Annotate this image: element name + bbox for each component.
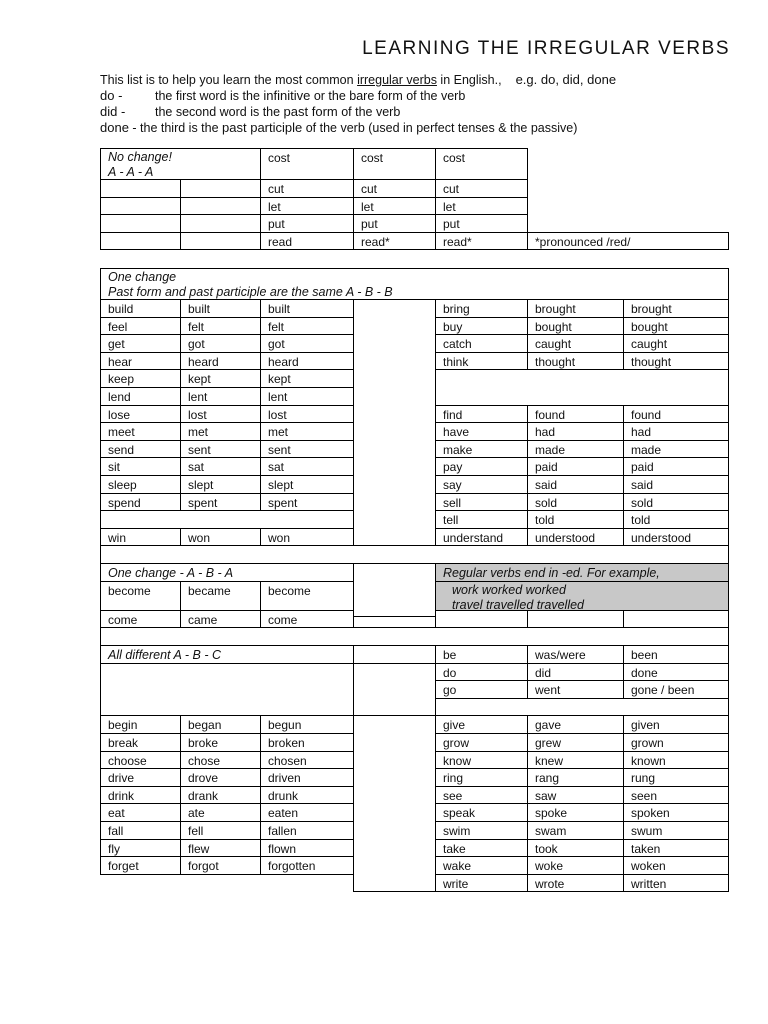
intro-text-a: This list is to help you learn the most common bbox=[100, 73, 358, 87]
past-form-cell: flew bbox=[180, 839, 261, 858]
past-participle-cell: felt bbox=[260, 317, 354, 336]
base-form-cell: feel bbox=[100, 317, 181, 336]
past-form-cell: had bbox=[527, 422, 624, 441]
past-participle-cell: said bbox=[623, 475, 729, 494]
past-form-cell: lent bbox=[180, 387, 261, 406]
base-form-cell: lend bbox=[100, 387, 181, 406]
past-participle-cell: won bbox=[260, 528, 354, 547]
intro-text-b: in English., bbox=[436, 73, 502, 87]
past-form-cell: lost bbox=[180, 405, 261, 424]
base-form-cell: give bbox=[435, 715, 528, 734]
past-participle-cell: understood bbox=[623, 528, 729, 547]
base-form-cell: understand bbox=[435, 528, 528, 547]
base-form-cell: speak bbox=[435, 803, 528, 822]
past-form-cell: broke bbox=[180, 733, 261, 752]
past-participle-cell: given bbox=[623, 715, 729, 734]
past-participle-cell: met bbox=[260, 422, 354, 441]
base-form-cell: write bbox=[435, 874, 528, 893]
base-form-cell: think bbox=[435, 352, 528, 371]
past-form-cell: found bbox=[527, 405, 624, 424]
past-participle-cell: rung bbox=[623, 768, 729, 787]
base-form-cell: catch bbox=[435, 334, 528, 353]
past-participle-cell: caught bbox=[623, 334, 729, 353]
base-form-cell: fly bbox=[100, 839, 181, 858]
past-form-cell: was/were bbox=[527, 645, 624, 664]
example-text: e.g. do, did, done bbox=[515, 72, 617, 87]
base-form-cell: forget bbox=[100, 856, 181, 875]
past-participle-cell: seen bbox=[623, 786, 729, 805]
regular-example-travel: travel travelled travelled bbox=[452, 597, 585, 611]
base-form-cell: meet bbox=[100, 422, 181, 441]
past-form-cell: sent bbox=[180, 440, 261, 459]
past-participle-cell: flown bbox=[260, 839, 354, 858]
base-form-cell: buy bbox=[435, 317, 528, 336]
past-participle-cell: drunk bbox=[260, 786, 354, 805]
base-form-cell: keep bbox=[100, 369, 181, 388]
past-participle-cell: paid bbox=[623, 457, 729, 476]
base-form-cell: drive bbox=[100, 768, 181, 787]
base-form-cell: tell bbox=[435, 510, 528, 529]
past-participle-cell: woken bbox=[623, 856, 729, 875]
base-form-cell: pay bbox=[435, 457, 528, 476]
empty-cell bbox=[100, 214, 181, 233]
past-form-cell: understood bbox=[527, 528, 624, 547]
base-form-cell: grow bbox=[435, 733, 528, 752]
past-form-cell: grew bbox=[527, 733, 624, 752]
regular-verbs-examples bbox=[435, 581, 729, 611]
past-form-cell: drank bbox=[180, 786, 261, 805]
past-participle-cell: bought bbox=[623, 317, 729, 336]
base-form-cell: win bbox=[100, 528, 181, 547]
past-participle-cell: gone / been bbox=[623, 680, 729, 699]
past-form-cell: chose bbox=[180, 751, 261, 770]
past-form-cell: told bbox=[527, 510, 624, 529]
do-text-b: or the bare form of the verb bbox=[310, 89, 466, 103]
empty-cell bbox=[623, 610, 729, 629]
past-participle-cell: thought bbox=[623, 352, 729, 371]
past-form-cell: swam bbox=[527, 821, 624, 840]
past-participle-cell: had bbox=[623, 422, 729, 441]
past-participle-cell: broken bbox=[260, 733, 354, 752]
past-participle-cell: taken bbox=[623, 839, 729, 858]
no-change-title: No change! bbox=[108, 150, 172, 164]
empty-cell bbox=[435, 610, 528, 629]
past-form-cell: paid bbox=[527, 457, 624, 476]
past-participle-cell: slept bbox=[260, 475, 354, 494]
base-form-cell: swim bbox=[435, 821, 528, 840]
did-text-b: of the verb bbox=[337, 105, 401, 119]
past-form-cell: went bbox=[527, 680, 624, 699]
past-form-cell: sold bbox=[527, 493, 624, 512]
base-form-cell: say bbox=[435, 475, 528, 494]
past-form-cell: ate bbox=[180, 803, 261, 822]
base-form-cell: break bbox=[100, 733, 181, 752]
past-form-cell: woke bbox=[527, 856, 624, 875]
past-form-cell: brought bbox=[527, 299, 624, 318]
past-participle-cell: sent bbox=[260, 440, 354, 459]
past-form-cell: did bbox=[527, 663, 624, 682]
base-form-cell: eat bbox=[100, 803, 181, 822]
pronunciation-note: *pronounced /red/ bbox=[527, 232, 729, 251]
past-form-cell: rang bbox=[527, 768, 624, 787]
base-form-cell: begin bbox=[100, 715, 181, 734]
past-form-cell: built bbox=[180, 299, 261, 318]
section-gap bbox=[100, 545, 729, 564]
base-form-cell: build bbox=[100, 299, 181, 318]
past-form-cell: felt bbox=[180, 317, 261, 336]
base-form-cell: sleep bbox=[100, 475, 181, 494]
past-participle-cell: cost bbox=[435, 148, 528, 180]
section-gap bbox=[100, 627, 729, 646]
past-form-cell: caught bbox=[527, 334, 624, 353]
empty-cell bbox=[527, 610, 624, 629]
past-form-cell: cost bbox=[353, 148, 436, 180]
spacer-column bbox=[353, 299, 436, 546]
past-form-cell: won bbox=[180, 528, 261, 547]
aba-heading: One change - A - B - A bbox=[100, 563, 354, 582]
past-participle-cell: come bbox=[260, 610, 354, 629]
empty-cell bbox=[100, 179, 181, 198]
base-form-cell: know bbox=[435, 751, 528, 770]
base-form-cell: sell bbox=[435, 493, 528, 512]
empty-row bbox=[435, 698, 729, 717]
base-form-cell: hear bbox=[100, 352, 181, 371]
past-form-cell: began bbox=[180, 715, 261, 734]
abb-pattern: Past form and past participle are the same A - B - B bbox=[108, 285, 393, 299]
abc-heading: All different A - B - C bbox=[100, 645, 354, 664]
past-participle-cell: let bbox=[435, 197, 528, 216]
past-form-cell: cut bbox=[353, 179, 436, 198]
past-form-cell: let bbox=[353, 197, 436, 216]
past-participle-cell: begun bbox=[260, 715, 354, 734]
past-participle-cell: known bbox=[623, 751, 729, 770]
base-form-cell: find bbox=[435, 405, 528, 424]
past-participle-cell: fallen bbox=[260, 821, 354, 840]
past-participle-cell: chosen bbox=[260, 751, 354, 770]
base-form-cell: read bbox=[260, 232, 354, 251]
past-form-cell: became bbox=[180, 581, 261, 611]
past-form-cell: slept bbox=[180, 475, 261, 494]
base-form-cell: have bbox=[435, 422, 528, 441]
past-form-cell: spoke bbox=[527, 803, 624, 822]
past-participle-cell: cut bbox=[435, 179, 528, 198]
past-participle-cell: swum bbox=[623, 821, 729, 840]
base-form-cell: make bbox=[435, 440, 528, 459]
past-form-cell: drove bbox=[180, 768, 261, 787]
empty-block bbox=[100, 663, 354, 717]
empty-row bbox=[100, 510, 354, 529]
base-form-cell: spend bbox=[100, 493, 181, 512]
one-change-heading bbox=[100, 268, 729, 300]
past-form-cell: read* bbox=[353, 232, 436, 251]
past-form-cell: knew bbox=[527, 751, 624, 770]
past-form-cell: made bbox=[527, 440, 624, 459]
past-participle-cell: become bbox=[260, 581, 354, 611]
past-form-cell: met bbox=[180, 422, 261, 441]
did-label: did - bbox=[100, 104, 126, 119]
do-text-a: the first word is the bbox=[155, 89, 264, 103]
past-participle-cell: sold bbox=[623, 493, 729, 512]
past-participle-cell: heard bbox=[260, 352, 354, 371]
past-participle-cell: driven bbox=[260, 768, 354, 787]
past-form-term: past form bbox=[283, 104, 338, 119]
past-form-cell: wrote bbox=[527, 874, 624, 893]
base-form-cell: come bbox=[100, 610, 181, 629]
empty-block bbox=[435, 369, 729, 405]
base-form-cell: drink bbox=[100, 786, 181, 805]
empty-cell bbox=[100, 197, 181, 216]
no-change-heading bbox=[100, 148, 261, 180]
past-participle-cell: written bbox=[623, 874, 729, 893]
empty-cell bbox=[180, 179, 261, 198]
past-form-cell: bought bbox=[527, 317, 624, 336]
past-participle-cell: got bbox=[260, 334, 354, 353]
base-form-cell: bring bbox=[435, 299, 528, 318]
past-participle-cell: been bbox=[623, 645, 729, 664]
infinitive-term: infinitive bbox=[263, 88, 311, 103]
empty-cell bbox=[180, 197, 261, 216]
past-form-cell: said bbox=[527, 475, 624, 494]
past-participle-cell: spent bbox=[260, 493, 354, 512]
past-participle-cell: grown bbox=[623, 733, 729, 752]
base-form-cell: fall bbox=[100, 821, 181, 840]
base-form-cell: go bbox=[435, 680, 528, 699]
empty-cell bbox=[180, 214, 261, 233]
spacer-column bbox=[353, 663, 436, 717]
base-form-cell: take bbox=[435, 839, 528, 858]
spacer-column bbox=[353, 563, 436, 617]
done-text-b: of the verb (used in perfect tenses & the passive) bbox=[302, 121, 578, 135]
spacer-column bbox=[353, 715, 436, 892]
past-form-cell: came bbox=[180, 610, 261, 629]
irregular-verbs-link: irregular verbs bbox=[357, 73, 437, 87]
one-change-title: One change bbox=[108, 270, 177, 284]
past-form-cell: gave bbox=[527, 715, 624, 734]
past-form-cell: forgot bbox=[180, 856, 261, 875]
past-participle-cell: forgotten bbox=[260, 856, 354, 875]
past-participle-cell: found bbox=[623, 405, 729, 424]
base-form-cell: let bbox=[260, 197, 354, 216]
base-form-cell: wake bbox=[435, 856, 528, 875]
past-form-cell: sat bbox=[180, 457, 261, 476]
past-form-cell: fell bbox=[180, 821, 261, 840]
base-form-cell: cost bbox=[260, 148, 354, 180]
past-participle-term: past participle bbox=[222, 120, 303, 135]
past-form-cell: kept bbox=[180, 369, 261, 388]
past-participle-cell: lost bbox=[260, 405, 354, 424]
past-participle-cell: kept bbox=[260, 369, 354, 388]
base-form-cell: become bbox=[100, 581, 181, 611]
past-participle-cell: brought bbox=[623, 299, 729, 318]
empty-cell bbox=[180, 232, 261, 251]
base-form-cell: send bbox=[100, 440, 181, 459]
past-form-cell: saw bbox=[527, 786, 624, 805]
done-text-a: - the third is the bbox=[128, 121, 223, 135]
past-participle-cell: done bbox=[623, 663, 729, 682]
past-form-cell: put bbox=[353, 214, 436, 233]
past-form-cell: heard bbox=[180, 352, 261, 371]
done-label: done bbox=[100, 120, 129, 135]
past-participle-cell: spoken bbox=[623, 803, 729, 822]
base-form-cell: see bbox=[435, 786, 528, 805]
base-form-cell: put bbox=[260, 214, 354, 233]
base-form-cell: ring bbox=[435, 768, 528, 787]
past-participle-cell: read* bbox=[435, 232, 528, 251]
base-form-cell: sit bbox=[100, 457, 181, 476]
past-form-cell: spent bbox=[180, 493, 261, 512]
past-participle-cell: put bbox=[435, 214, 528, 233]
do-label: do - bbox=[100, 88, 123, 103]
base-form-cell: get bbox=[100, 334, 181, 353]
did-text-a: the second word is the bbox=[155, 105, 284, 119]
base-form-cell: be bbox=[435, 645, 528, 664]
past-participle-cell: lent bbox=[260, 387, 354, 406]
regular-example-work: work worked worked bbox=[452, 582, 566, 597]
base-form-cell: do bbox=[435, 663, 528, 682]
past-participle-cell: made bbox=[623, 440, 729, 459]
past-form-cell: took bbox=[527, 839, 624, 858]
regular-verbs-heading: Regular verbs end in -ed. For example, bbox=[435, 563, 729, 582]
base-form-cell: choose bbox=[100, 751, 181, 770]
past-participle-cell: built bbox=[260, 299, 354, 318]
base-form-cell: cut bbox=[260, 179, 354, 198]
past-participle-cell: eaten bbox=[260, 803, 354, 822]
past-form-cell: thought bbox=[527, 352, 624, 371]
past-participle-cell: told bbox=[623, 510, 729, 529]
page-title: LEARNING THE IRREGULAR VERBS bbox=[362, 38, 730, 59]
past-form-cell: got bbox=[180, 334, 261, 353]
base-form-cell: lose bbox=[100, 405, 181, 424]
empty-cell bbox=[100, 232, 181, 251]
past-participle-cell: sat bbox=[260, 457, 354, 476]
aaa-pattern: A - A - A bbox=[108, 165, 154, 179]
